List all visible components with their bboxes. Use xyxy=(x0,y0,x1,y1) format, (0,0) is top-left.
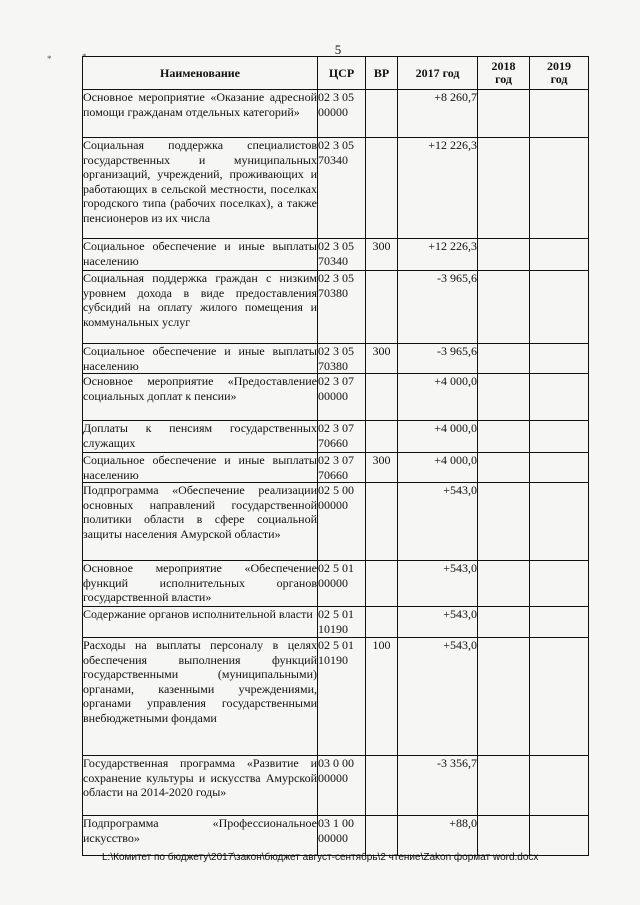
row-csr: 02 3 05 70380 xyxy=(318,271,366,344)
row-2018 xyxy=(478,483,530,561)
table-row xyxy=(83,374,589,421)
row-csr: 03 0 00 00000 xyxy=(318,756,366,816)
row-vr: 300 xyxy=(366,344,398,374)
row-2017: +543,0 xyxy=(398,638,478,756)
row-2017: +543,0 xyxy=(398,483,478,561)
row-2019 xyxy=(530,607,589,638)
header-2017: 2017 год xyxy=(398,57,478,90)
row-name: Государственная программа «Развитие и сохранение культуры и искусства Амурской области на 2014-2020 годы» xyxy=(83,756,318,816)
row-csr: 02 5 01 00000 xyxy=(318,561,366,607)
row-2019 xyxy=(530,90,589,138)
row-2019 xyxy=(530,344,589,374)
row-2018 xyxy=(478,453,530,483)
table-row xyxy=(83,344,589,374)
row-2018 xyxy=(478,816,530,856)
row-name: Подпрограмма «Обеспечение реализации основных направлений государственной политики области в сфере социальной защиты населения Амурской области» xyxy=(83,483,318,561)
row-2017: -3 356,7 xyxy=(398,756,478,816)
row-2019 xyxy=(530,138,589,239)
row-vr: 300 xyxy=(366,239,398,271)
row-csr: 02 5 00 00000 xyxy=(318,483,366,561)
row-2017: -3 965,6 xyxy=(398,271,478,344)
row-name: Социальное обеспечение и иные выплаты населению xyxy=(83,344,317,373)
table-row xyxy=(83,421,589,453)
row-2017: +88,0 xyxy=(398,816,478,856)
scan-mark: * xyxy=(47,54,52,64)
row-2017: +8 260,7 xyxy=(398,90,478,138)
row-name: Подпрограмма «Профессиональное искусство» xyxy=(83,816,318,856)
row-2018 xyxy=(478,344,530,374)
row-2018 xyxy=(478,638,530,756)
row-2019 xyxy=(530,239,589,271)
row-2018 xyxy=(478,561,530,607)
row-2019 xyxy=(530,453,589,483)
row-2018 xyxy=(478,756,530,816)
row-2017: +543,0 xyxy=(398,607,478,638)
row-2017: +12 226,3 xyxy=(398,239,478,271)
row-name: Социальное обеспечение и иные выплаты населению xyxy=(83,239,318,271)
header-2019: 2019 год xyxy=(530,57,589,90)
row-2018 xyxy=(478,138,530,239)
row-2017: +4 000,0 xyxy=(398,421,478,453)
row-2017: +4 000,0 xyxy=(398,453,478,483)
row-vr xyxy=(366,816,398,856)
row-2019 xyxy=(530,638,589,756)
row-vr xyxy=(366,374,398,421)
table-row xyxy=(83,756,589,816)
row-csr: 02 3 05 70340 xyxy=(318,239,366,271)
row-csr: 02 3 07 00000 xyxy=(318,374,366,421)
row-2018 xyxy=(478,421,530,453)
row-vr xyxy=(366,90,398,138)
row-csr: 02 3 05 00000 xyxy=(318,90,366,138)
file-path-footer: L:\Комитет по бюджету\2017\закон\бюджет август-сентябрь\2 чтение\Zakon формат word.docx xyxy=(102,852,539,863)
row-2019 xyxy=(530,561,589,607)
row-2019 xyxy=(530,421,589,453)
row-vr xyxy=(366,607,398,638)
header-vr: ВР xyxy=(366,57,398,90)
row-name: Содержание органов исполнительной власти xyxy=(83,607,318,638)
table-row xyxy=(83,607,589,638)
header-csr: ЦСР xyxy=(318,57,366,90)
row-csr: 02 5 01 10190 xyxy=(318,638,366,756)
row-csr: 02 3 05 70340 xyxy=(318,138,366,239)
row-name: Расходы на выплаты персоналу в целях обеспечения выполнения функций государственными (муниципальными) органами, казенными учреждениями, органами управления государственными внебюджетными фондами xyxy=(83,638,318,756)
table-row xyxy=(83,90,589,138)
header-name: Наименование xyxy=(83,57,318,90)
row-vr xyxy=(366,561,398,607)
table-body xyxy=(83,90,589,856)
row-csr: 02 5 01 10190 xyxy=(318,607,366,638)
table-header-row xyxy=(83,57,589,90)
row-name: Основное мероприятие «Оказание адресной помощи гражданам отдельных категорий» xyxy=(83,90,318,138)
table-row xyxy=(83,483,589,561)
row-2019 xyxy=(530,816,589,856)
row-vr: 100 xyxy=(366,638,398,756)
row-vr xyxy=(366,421,398,453)
row-vr xyxy=(366,756,398,816)
row-2018 xyxy=(478,271,530,344)
table-row xyxy=(83,638,589,756)
row-2017: +543,0 xyxy=(398,561,478,607)
row-2019 xyxy=(530,483,589,561)
row-2017: -3 965,6 xyxy=(398,344,478,374)
row-2018 xyxy=(478,374,530,421)
row-2019 xyxy=(530,271,589,344)
row-2018 xyxy=(478,239,530,271)
row-csr: 02 3 05 70380 xyxy=(318,344,366,374)
row-2017: +12 226,3 xyxy=(398,138,478,239)
row-vr: 300 xyxy=(366,453,398,483)
scan-mark: * xyxy=(82,52,87,62)
row-vr xyxy=(366,271,398,344)
row-csr: 03 1 00 00000 xyxy=(318,816,366,856)
row-name: Основное мероприятие «Предоставление социальных доплат к пенсии» xyxy=(83,374,318,421)
row-name: Социальная поддержка граждан с низким уровнем дохода в виде предоставления субсидий на оплату жилого помещения и коммунальных услуг xyxy=(83,271,318,344)
table-row xyxy=(83,561,589,607)
row-2018 xyxy=(478,607,530,638)
row-name: Социальное обеспечение и иные выплаты населению xyxy=(83,453,317,482)
budget-table xyxy=(82,56,589,856)
row-2019 xyxy=(530,374,589,421)
row-vr xyxy=(366,483,398,561)
page-number: 5 xyxy=(334,42,342,57)
row-2018 xyxy=(478,90,530,138)
row-name: Доплаты к пенсиям государственных служащих xyxy=(83,421,318,453)
row-vr xyxy=(366,138,398,239)
header-2018: 2018 год xyxy=(478,57,530,90)
row-name: Социальная поддержка специалистов государственных и муниципальных организаций, учреждений, проживающих и работающих в сельской местности, поселках городского типа (рабочих поселках), а также пенсионеров из их числа xyxy=(83,138,318,239)
row-2017: +4 000,0 xyxy=(398,374,478,421)
row-2019 xyxy=(530,756,589,816)
row-csr: 02 3 07 70660 xyxy=(318,421,366,453)
table-row xyxy=(83,138,589,239)
table-row xyxy=(83,271,589,344)
row-name: Основное мероприятие «Обеспечение функций исполнительных органов государственной власти» xyxy=(83,561,318,607)
table-row xyxy=(83,816,589,856)
table-row xyxy=(83,453,589,483)
table-row xyxy=(83,239,589,271)
row-csr: 02 3 07 70660 xyxy=(318,453,366,483)
